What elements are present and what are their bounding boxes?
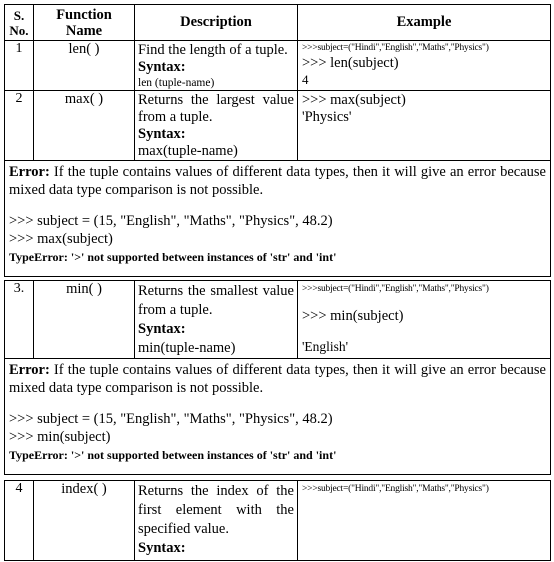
header-function-line2: Name: [65, 22, 103, 39]
row-function-name: len( ): [34, 41, 135, 91]
header-example: Example: [298, 5, 551, 41]
row-sno: 3.: [5, 281, 34, 359]
tuple-functions-document: [4, 4, 550, 561]
syntax-label: Syntax:: [138, 321, 186, 337]
header-function-line1: Function: [56, 6, 112, 23]
row-sno: 1: [5, 41, 34, 91]
syntax-label: Syntax:: [138, 540, 186, 556]
row-sno: 2: [5, 91, 34, 161]
row-description: [135, 91, 298, 161]
description-text: Returns the largest value from a tuple.: [138, 92, 294, 125]
table-row: [5, 481, 551, 561]
syntax-text: max(tuple-name): [138, 143, 238, 159]
example-output: 'English': [302, 339, 349, 354]
description-text: Returns the smallest value from a tuple.: [138, 283, 294, 318]
row-sno: 4: [5, 481, 34, 561]
syntax-text: len (tuple-name): [138, 77, 215, 89]
description-text: Returns the index of the first element with the specified value.: [138, 483, 294, 537]
header-sno-line1: S.: [13, 7, 25, 23]
row-example: [298, 41, 551, 91]
example-line: >>>subject=("Hindi","English","Maths","Physics"): [302, 284, 489, 294]
code-line: >>> max(subject): [9, 231, 113, 247]
example-output: 4: [302, 72, 309, 87]
error-note: [5, 359, 551, 475]
error-label: Error:: [9, 164, 50, 180]
type-error-line: TypeError: '>' not supported between instances of 'str' and 'int': [9, 250, 337, 264]
header-sno-line2: No.: [9, 22, 29, 38]
example-line: >>> len(subject): [302, 55, 399, 71]
error-note: [5, 161, 551, 277]
error-label: Error:: [9, 362, 50, 378]
row-description: [135, 41, 298, 91]
code-line: >>> subject = (15, "English", "Maths", "Physics", 48.2): [9, 411, 333, 427]
error-note-row: [5, 161, 551, 277]
error-note-row: [5, 359, 551, 475]
row-description: [135, 481, 298, 561]
header-description: Description: [135, 5, 298, 41]
code-line: >>> min(subject): [9, 429, 111, 445]
header-sno: [5, 5, 34, 41]
syntax-text: min(tuple-name): [138, 340, 236, 356]
syntax-label: Syntax:: [138, 59, 186, 75]
example-line: >>> min(subject): [302, 308, 404, 324]
example-line: >>>subject=("Hindi","English","Maths","Physics"): [302, 484, 489, 494]
example-line: >>>subject=("Hindi","English","Maths","Physics"): [302, 43, 489, 53]
example-output: 'Physics': [302, 109, 352, 125]
row-function-name: index( ): [34, 481, 135, 561]
row-example: [298, 481, 551, 561]
table-row: [5, 41, 551, 91]
description-text: Find the length of a tuple.: [138, 42, 288, 58]
error-text: If the tuple contains values of different data types, then it will give an error because mixed data type comparison is not possible.: [9, 362, 546, 396]
table-header-row: [5, 5, 551, 41]
row-description: [135, 281, 298, 359]
tuple-functions-table: [4, 4, 551, 561]
error-text: If the tuple contains values of different data types, then it will give an error because mixed data type comparison is not possible.: [9, 164, 546, 198]
example-line: >>> max(subject): [302, 92, 406, 108]
row-function-name: max( ): [34, 91, 135, 161]
code-line: >>> subject = (15, "English", "Maths", "Physics", 48.2): [9, 213, 333, 229]
row-example: [298, 281, 551, 359]
row-function-name: min( ): [34, 281, 135, 359]
header-function: [34, 5, 135, 41]
table-row: [5, 281, 551, 359]
row-example: [298, 91, 551, 161]
type-error-line: TypeError: '>' not supported between instances of 'str' and 'int': [9, 448, 337, 462]
syntax-label: Syntax:: [138, 126, 186, 142]
table-row: [5, 91, 551, 161]
